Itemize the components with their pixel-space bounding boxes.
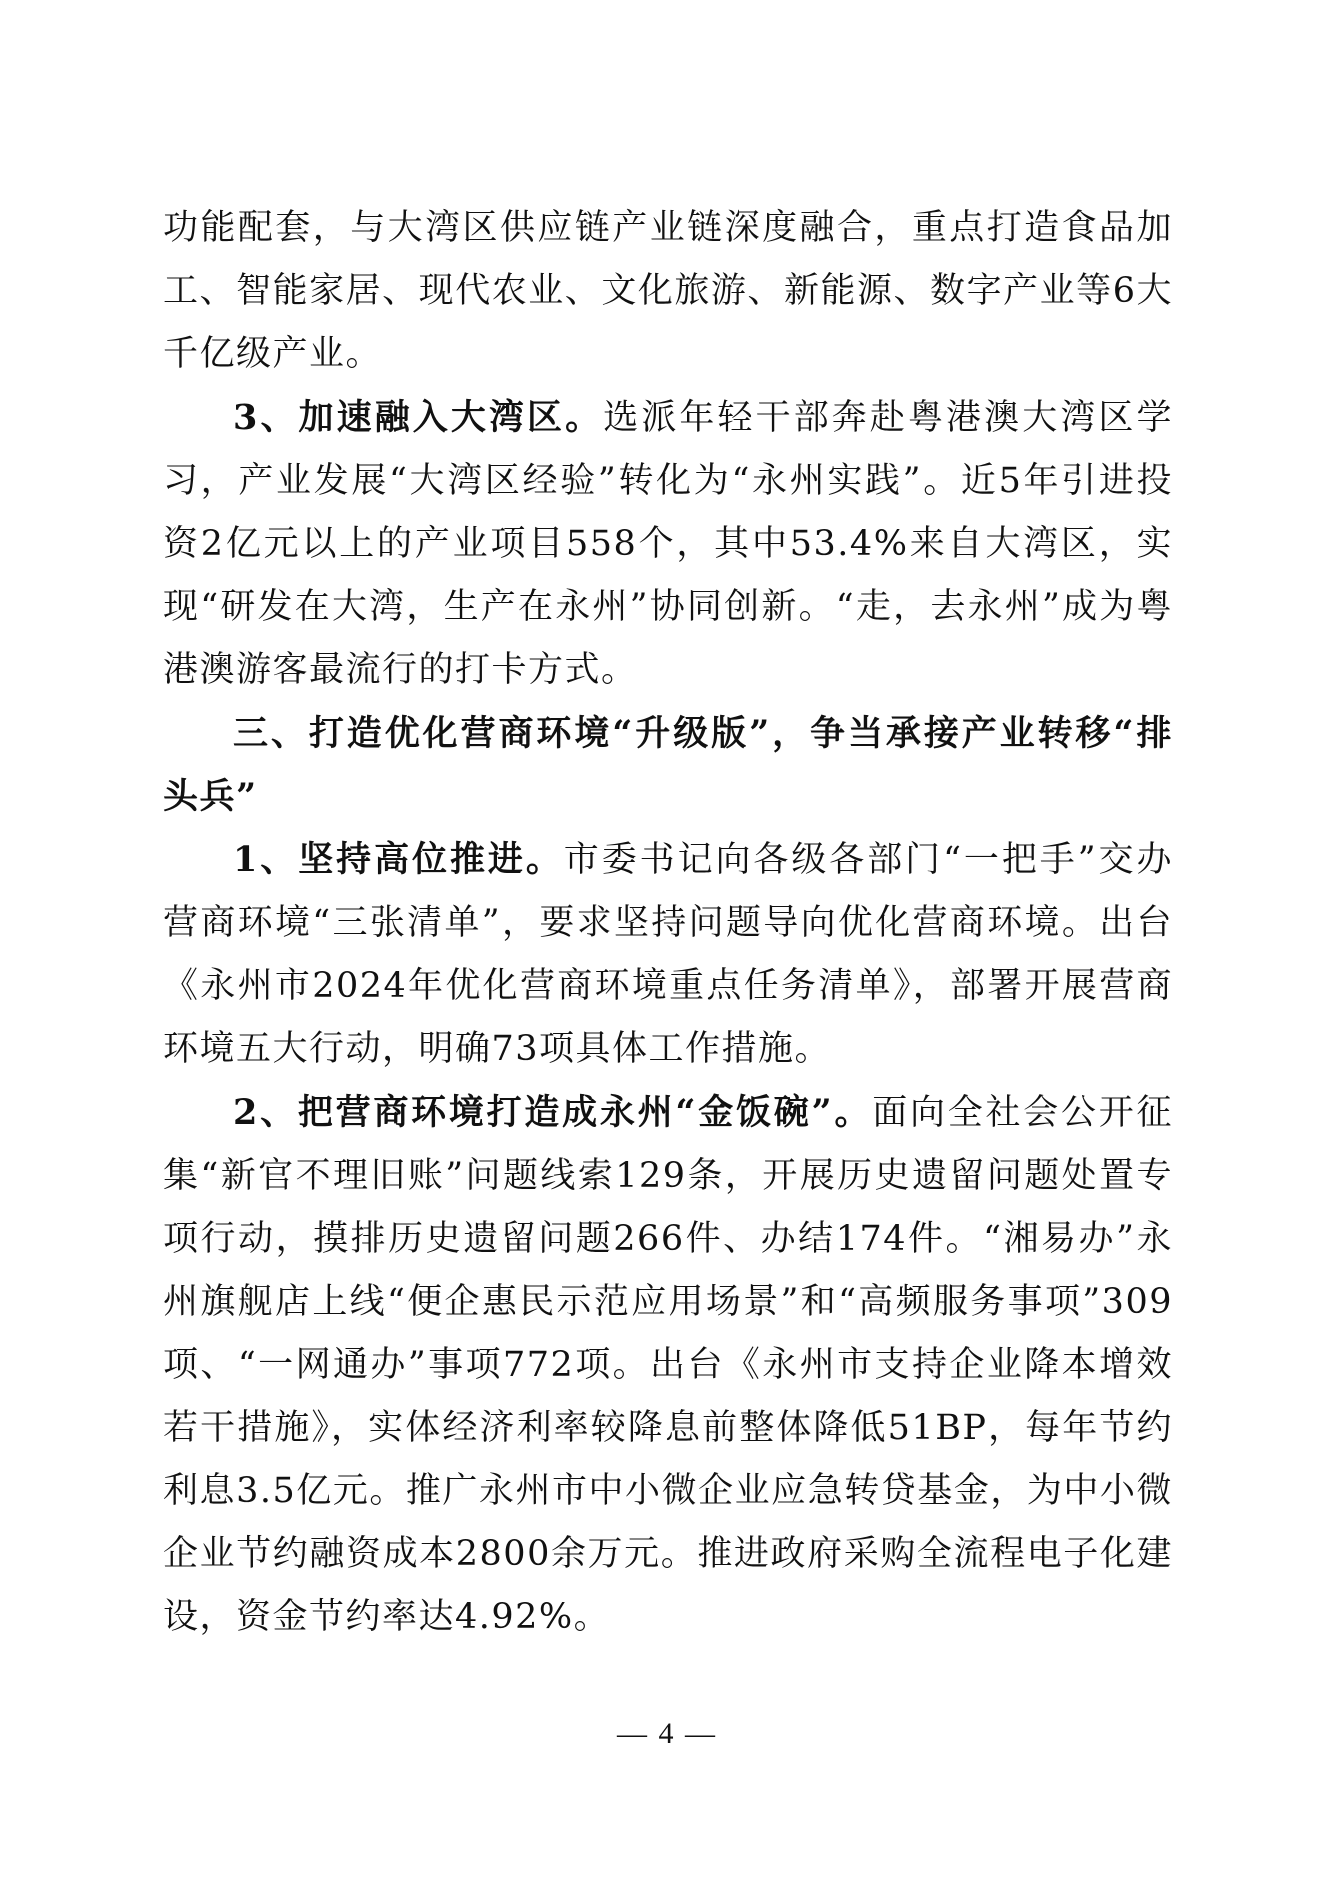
paragraph-lead: 2、把营商环境打造成永州“金饭碗”。 bbox=[233, 1092, 873, 1133]
paragraph-item-2 bbox=[163, 1081, 1173, 1649]
paragraph-lead: 3、加速融入大湾区。 bbox=[233, 397, 604, 438]
page-number: — 4 — bbox=[617, 1717, 717, 1750]
paragraph-item-3 bbox=[163, 386, 1173, 702]
paragraph-item-1 bbox=[163, 828, 1173, 1081]
paragraph-text: 面向全社会公开征集“新官不理旧账”问题线索129条，开展历史遗留问题处置专项行动，摸排历史遗留问题266件、办结174件。“湘易办”永州旗舰店上线“便企惠民示范应用场景”和“高频服务事项”309项、“一网通办”事项772项。出台《永州市支持企业降本增效若干措施》，实体经济利率较降息前整体降低51BP，每年节约利息3.5亿元。推广永州市中小微企业应急转贷基金，为中小微企业节约融资成本2800余万元。推进政府采购全流程电子化建设，资金节约率达4.92%。 bbox=[163, 1093, 1173, 1637]
paragraph-continuation bbox=[163, 197, 1173, 386]
paragraph-text: 市委书记向各级各部门“一把手”交办营商环境“三张清单”，要求坚持问题导向优化营商环境。出台《永州市2024年优化营商环境重点任务清单》，部署开展营商环境五大行动，明确73项具体工作措施。 bbox=[163, 840, 1173, 1069]
paragraph-text: 选派年轻干部奔赴粤港澳大湾区学习，产业发展“大湾区经验”转化为“永州实践”。近5年引进投资2亿元以上的产业项目558个，其中53.4%来自大湾区，实现“研发在大湾，生产在永州”协同创新。“走，去永州”成为粤港澳游客最流行的打卡方式。 bbox=[163, 398, 1173, 690]
section-heading-text: 三、打造优化营商环境“升级版”，争当承接产业转移“排头兵” bbox=[163, 713, 1173, 817]
paragraph-lead: 1、坚持高位推进。 bbox=[233, 839, 564, 880]
document-body bbox=[163, 197, 1173, 1649]
paragraph-text: 功能配套，与大湾区供应链产业链深度融合，重点打造食品加工、智能家居、现代农业、文化旅游、新能源、数字产业等6大千亿级产业。 bbox=[163, 208, 1173, 374]
section-heading bbox=[163, 702, 1173, 828]
